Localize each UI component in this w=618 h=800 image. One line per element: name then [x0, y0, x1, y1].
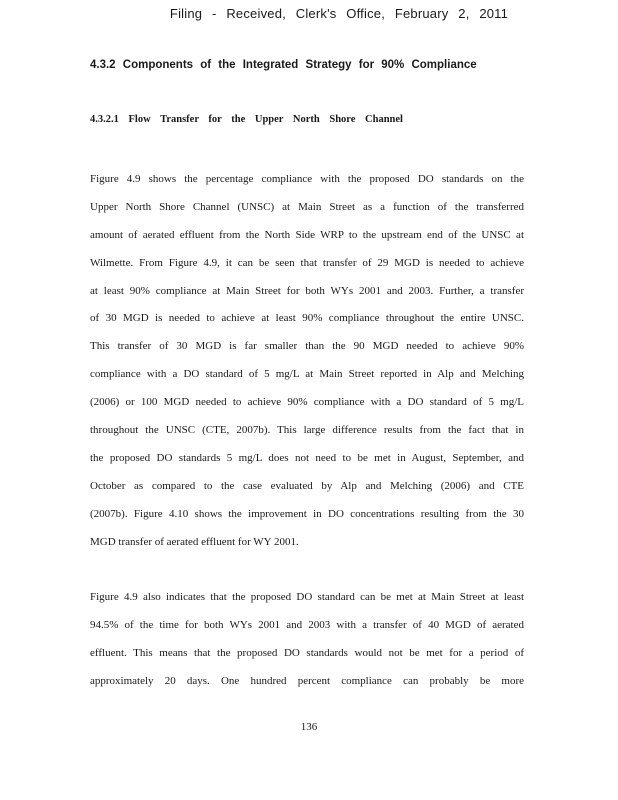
paragraph-line: MGD transfer of aerated effluent for WY 2001. [90, 535, 299, 548]
paragraph-line: of 30 MGD is needed to achieve at least 90% compliance throughout the entire UNSC. [90, 312, 524, 325]
paragraph-line: the proposed DO standards 5 mg/L does not need to be met in August, September, and [90, 451, 524, 464]
filing-header: Filing - Received, Clerk's Office, February 2, 2011 [169, 6, 509, 21]
paragraph-line: (2006) or 100 MGD needed to achieve 90% compliance with a DO standard of 5 mg/L [90, 396, 524, 409]
body-paragraph-2 [90, 590, 524, 702]
paragraph-line: Figure 4.9 also indicates that the proposed DO standard can be met at Main Street at least [90, 591, 524, 603]
body-paragraph-1 [90, 172, 524, 562]
section-heading: 4.3.2 Components of the Integrated Strategy for 90% Compliance [90, 59, 477, 71]
subsection-heading: 4.3.2.1 Flow Transfer for the Upper North Shore Channel [90, 114, 403, 125]
paragraph-line: Upper North Shore Channel (UNSC) at Main Street as a function of the transferred [90, 200, 524, 213]
paragraph-line: Figure 4.9 shows the percentage compliance with the proposed DO standards on the [90, 173, 524, 185]
page-number: 136 [300, 721, 318, 733]
paragraph-line: effluent. This means that the proposed DO standards would not be met for a period of [90, 646, 524, 659]
paragraph-line: amount of aerated effluent from the North Side WRP to the upstream end of the UNSC at [90, 228, 524, 241]
paragraph-line: at least 90% compliance at Main Street for both WYs 2001 and 2003. Further, a transfer [90, 284, 524, 297]
paragraph-line: (2007b). Figure 4.10 shows the improvement in DO concentrations resulting from the 30 [90, 507, 524, 520]
paragraph-line: Wilmette. From Figure 4.9, it can be seen that transfer of 29 MGD is needed to achieve [90, 256, 524, 269]
paragraph-line: 94.5% of the time for both WYs 2001 and 2003 with a transfer of 40 MGD of aerated [90, 618, 524, 631]
paragraph-line: This transfer of 30 MGD is far smaller than the 90 MGD needed to achieve 90% [90, 340, 524, 353]
paragraph-line: throughout the UNSC (CTE, 2007b). This large difference results from the fact that in [90, 424, 524, 437]
paragraph-line: compliance with a DO standard of 5 mg/L at Main Street reported in Alp and Melching [90, 368, 524, 381]
paragraph-line: approximately 20 days. One hundred percent compliance can probably be more [90, 674, 524, 687]
paragraph-line: October as compared to the case evaluated by Alp and Melching (2006) and CTE [90, 479, 524, 492]
